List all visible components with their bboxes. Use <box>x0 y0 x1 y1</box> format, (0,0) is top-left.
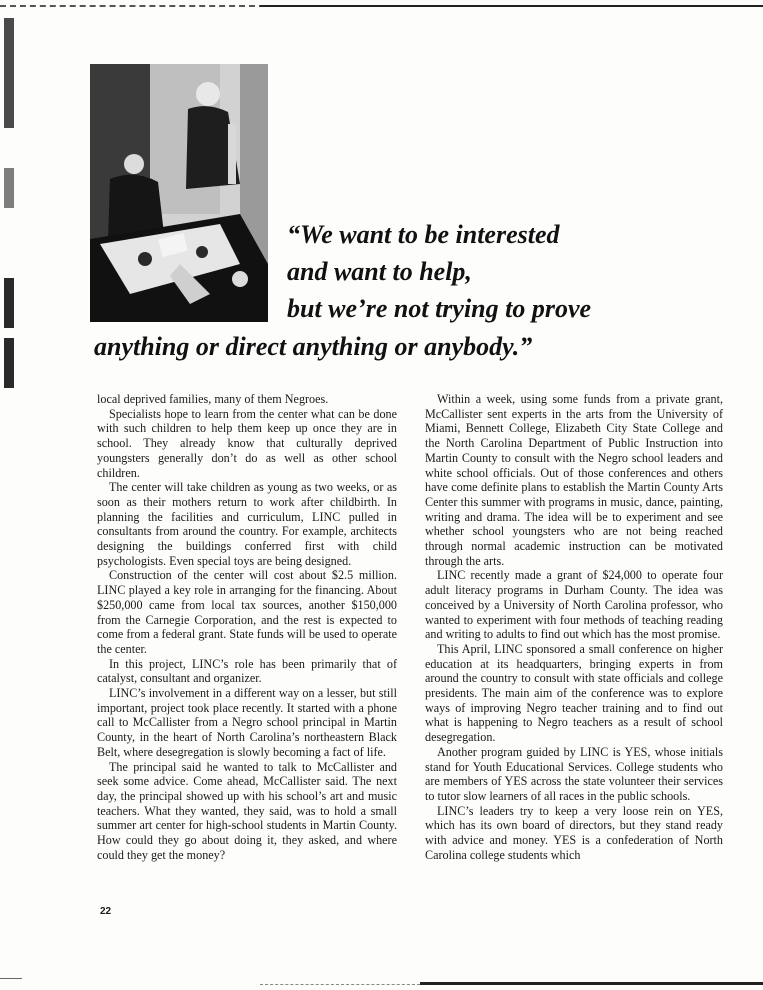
top-solid-rule <box>260 5 763 7</box>
bottom-dashed-rule <box>260 984 420 985</box>
right-text-column <box>425 392 723 863</box>
pull-quote-line-2: and want to help, <box>287 257 472 286</box>
paragraph: LINC recently made a grant of $24,000 to operate four adult literacy programs in Durham County. The idea was conceived by a University of North Carolina professor, who wanted to experiment with four methods of teaching reading and writing to adults to find out which has the most promise. <box>425 568 723 642</box>
paragraph: LINC’s involvement in a different way on a lesser, but still important, project took place recently. It started with a phone call to McCallister from a Negro school principal in Martin County, in the heart of North Carolina’s northeastern Black Belt, where desegregation is slowly becoming a fact of life. <box>97 686 397 759</box>
bottom-solid-rule <box>420 982 763 985</box>
pull-quote-line-4: anything or direct anything or anybody.” <box>94 332 533 361</box>
binding-edge <box>4 18 16 383</box>
left-text-column <box>97 392 397 863</box>
paragraph: Another program guided by LINC is YES, whose initials stand for Youth Educational Services. College students who are members of YES across the state volunteer their services to tutor slow learners of all races in the public schools. <box>425 744 723 803</box>
corner-mark <box>0 978 22 979</box>
paragraph: Construction of the center will cost about $2.5 million. LINC played a key role in arranging for the financing. About $250,000 came from local tax sources, another $150,000 from the Carnegie Corporation, and the rest is expected to come from a federal grant. State funds will be used to operate the center. <box>97 568 397 656</box>
pull-quote-line-3: but we’re not trying to prove <box>287 294 592 323</box>
paragraph: In this project, LINC’s role has been primarily that of catalyst, consultant and organizer. <box>97 656 397 686</box>
paragraph: This April, LINC sponsored a small conference on higher education at its headquarters, bringing experts in from around the country to consult with state officials and college presidents. The main aim of the conference was to explore ways of improving Negro teacher training and to find out what is happening to Negro teachers as a result of school desegregation. <box>425 641 723 745</box>
page-number: 22 <box>100 906 112 917</box>
paragraph: Specialists hope to learn from the center what can be done with such children to help them keep up once they are in school. They already know that culturally deprived youngsters generally don’t do as well as other school children. <box>97 406 397 480</box>
pull-quote-line-1: “We want to be interested <box>287 220 560 249</box>
paragraph: Within a week, using some funds from a private grant, McCallister sent experts in the arts from the University of Miami, Bennett College, Elizabeth City State College and the North Carolina Department of Public Instruction into Martin County to consult with the Negro school leaders and white school officials. Out of those conferences and others have come definite plans to establish the Martin County Arts Center this summer with programs in music, dance, painting, writing and drama. The idea will be to experiment and see whether school youngsters who are not being reached through normal academic instruction can be motivated through the arts. <box>425 392 723 568</box>
paragraph: LINC’s leaders try to keep a very loose rein on YES, which has its own board of directors, but they stand ready with advice and money. YES is a confederation of North Carolina college students which <box>425 803 723 862</box>
meeting-photo <box>90 64 268 322</box>
paragraph: local deprived families, many of them Negroes. <box>97 392 329 406</box>
paragraph: The center will take children as young as two weeks, or as soon as their mothers return to work after childbirth. In planning the facilities and curriculum, LINC pulled in consultants from around the country. For example, architects designing the buildings conferred first with child psychologists. Even special toys are being designed. <box>97 480 397 568</box>
paragraph: The principal said he wanted to talk to McCallister and seek some advice. Come ahead, McCallister said. The next day, the principal showed up with his school’s art and music teachers. What they wanted, they said, was to hold a small summer art center for high-school students in Martin County. How could they go about doing it, they asked, and where could they get the money? <box>97 759 397 862</box>
